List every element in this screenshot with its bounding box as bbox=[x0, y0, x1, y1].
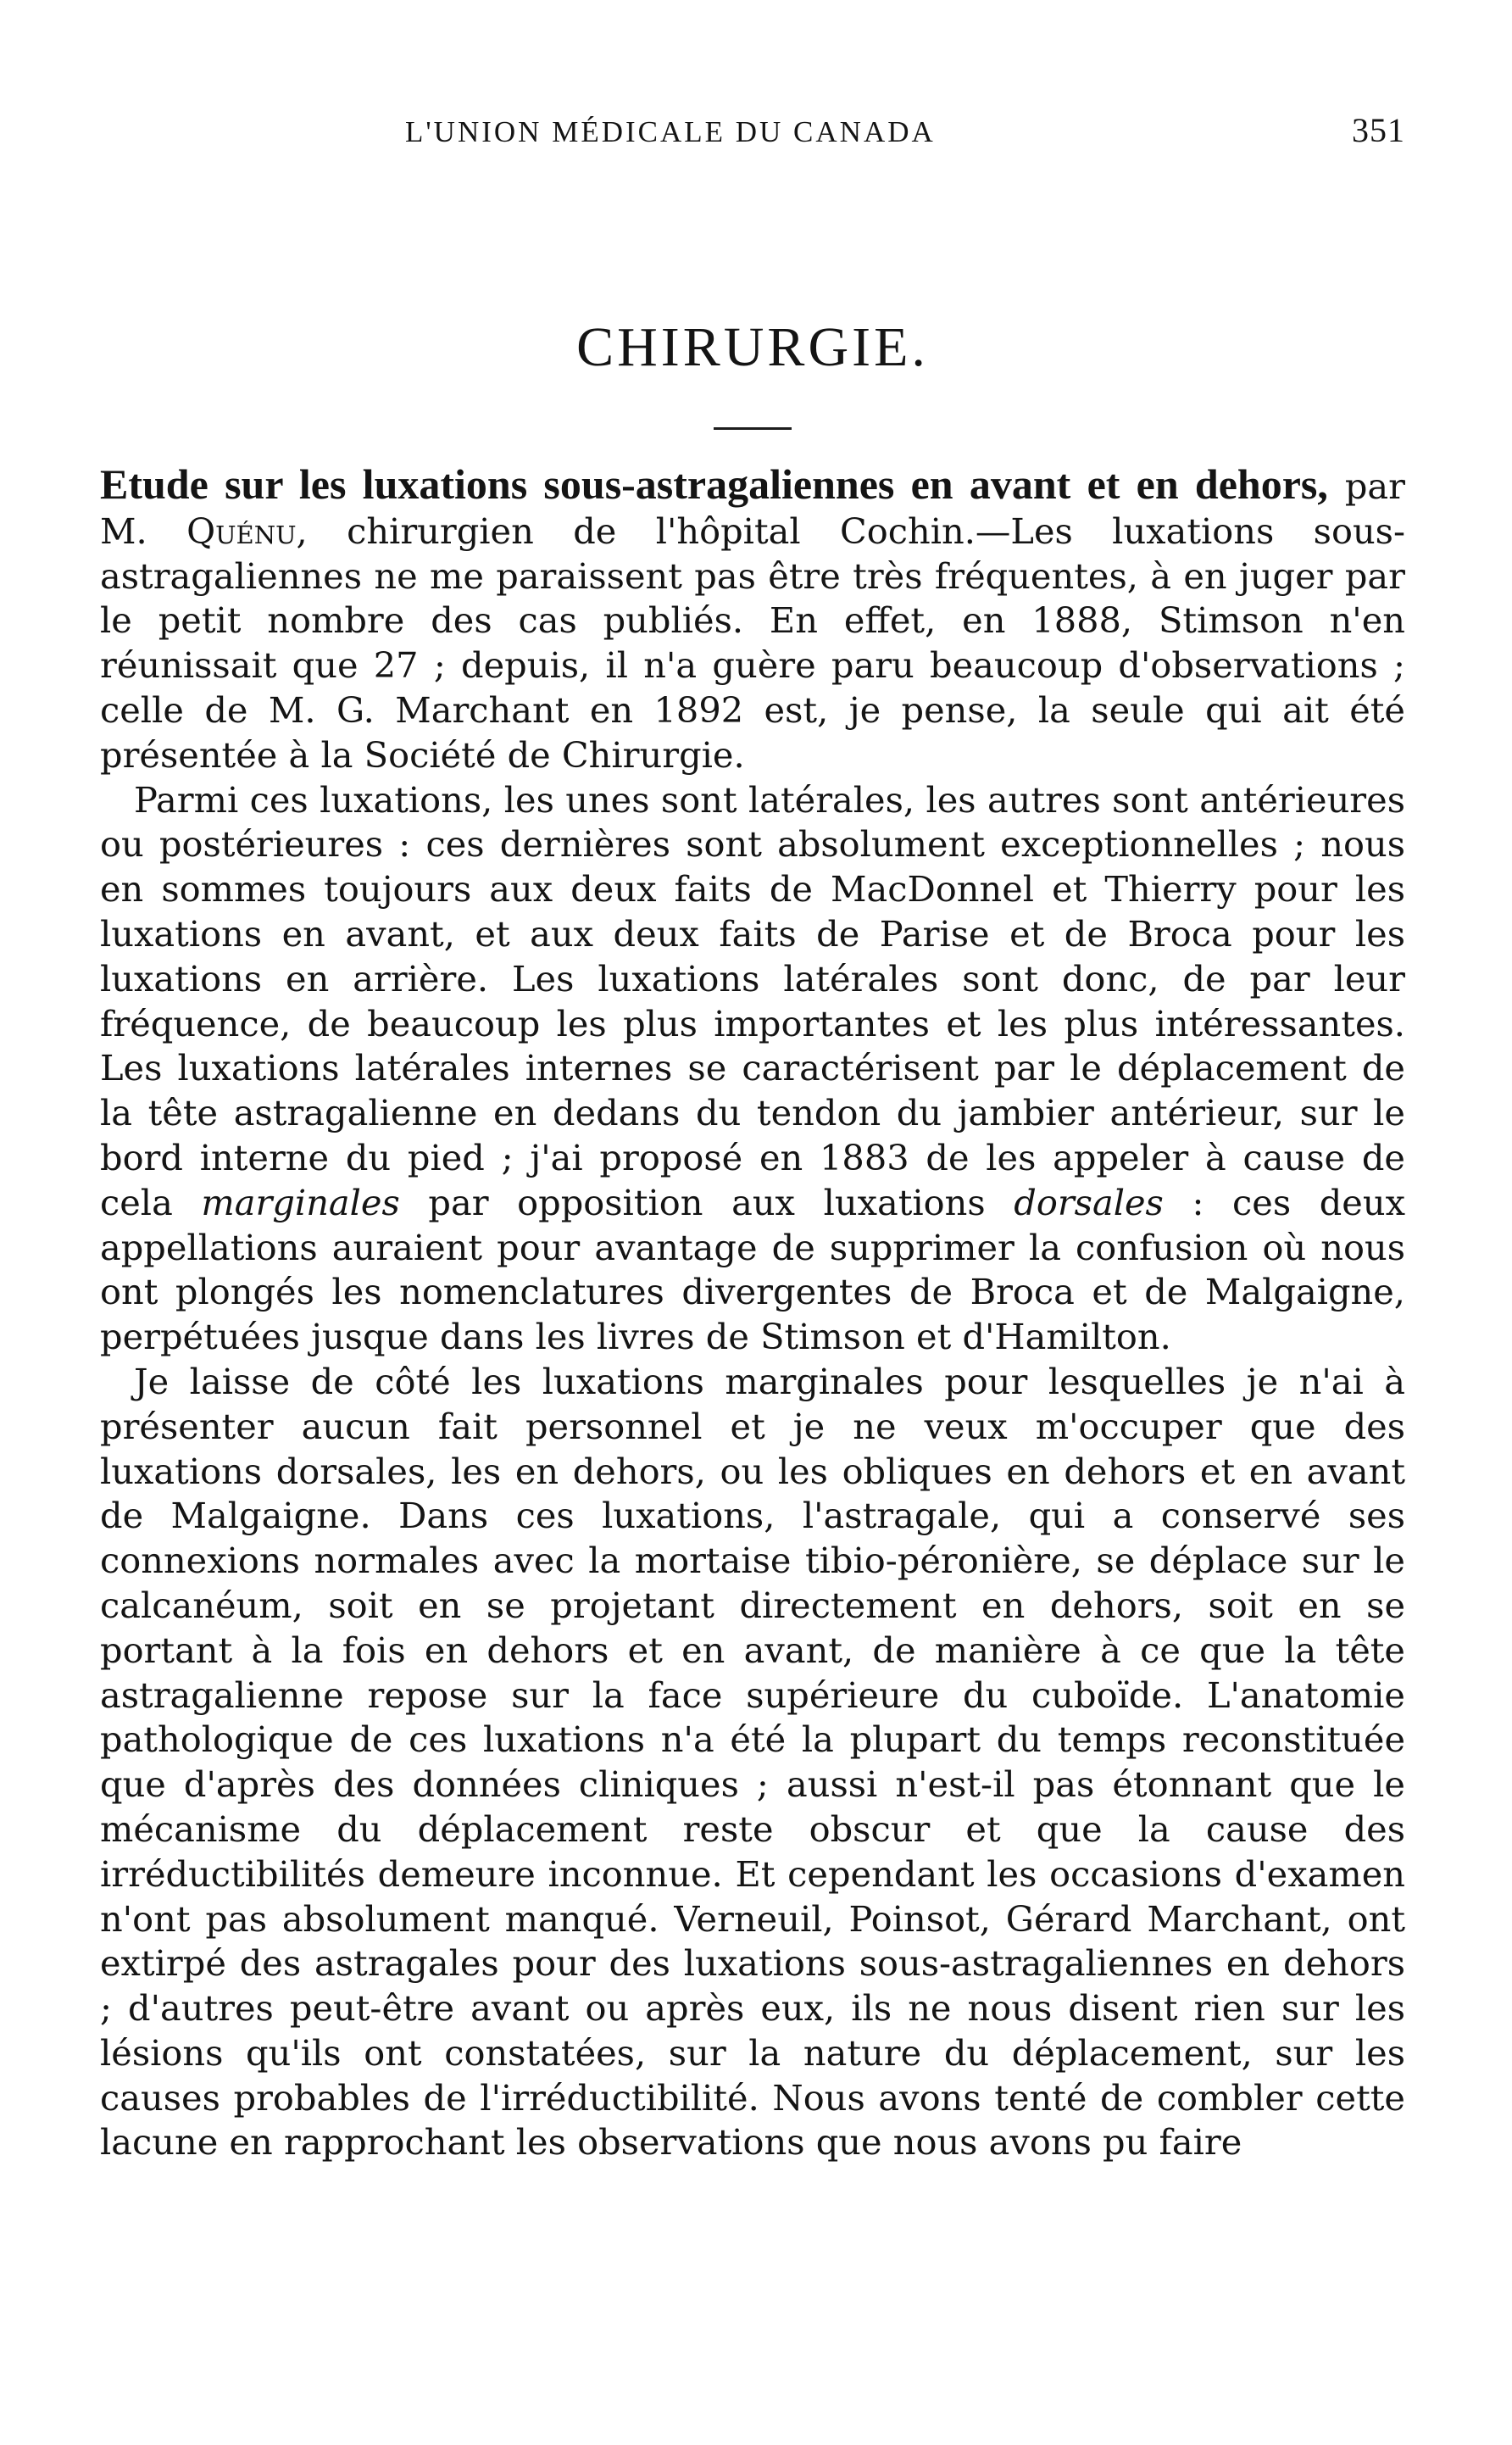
paragraph-2-part-a: Parmi ces luxations, les unes sont latérales, les autres sont antérieures ou postérieures : ces dernières sont absolument exceptionnelles ; nous en sommes toujours aux deux faits de MacDonnel et Thierry pour les luxations en avant, et aux deux faits de Parise et de Broca pour les luxations en arrière. Les luxations latérales sont donc, de par leur fréquence, de beaucoup les plus importantes et les plus intéressantes. Les luxations latérales internes se caractérisent par le déplacement de la tête astragalienne en dedans du tendon du jambier antérieur, sur le bord interne du pied ; j'ai proposé en 1883 de les appeler à cause de cela bbox=[100, 778, 1405, 1223]
paragraph-1 bbox=[100, 462, 1405, 778]
paragraph-2 bbox=[100, 778, 1405, 1360]
section-title: CHIRURGIE. bbox=[576, 316, 929, 378]
paragraph-1-text: , chirurgien de l'hôpital Cochin.—Les luxations sous-astragaliennes ne me paraissent pas être très fréquentes, à en juger par le petit nombre des cas publiés. En effet, en 1888, Stimson n'en réunissait que 27 ; depuis, il n'a guère paru beaucoup d'observations ; celle de M. G. Marchant en 1892 est, je pense, la seule qui ait été présentée à la Société de Chirurgie. bbox=[100, 510, 1405, 776]
paragraph-3: Je laisse de côté les luxations marginales pour lesquelles je n'ai à présenter aucun fait personnel et je ne veux m'occuper que des luxations dorsales, les en dehors, ou les obliques en dehors et en avant de Malgaigne. Dans ces luxations, l'astragale, qui a conservé ses connexions normales avec la mortaise tibio-péronière, se déplace sur le calcanéum, soit en se projetant directement en dehors, soit en se portant à la fois en dehors et en avant, de manière à ce que la tête astragalienne repose sur la face supérieure du cuboïde. L'anatomie pathologique de ces luxations n'a été la plupart du temps reconstituée que d'après des données cliniques ; aussi n'est-il pas étonnant que le mécanisme du déplacement reste obscur et que la cause des irréductibilités demeure inconnue. Et cependant les occasions d'examen n'ont pas absolument manqué. Verneuil, Poinsot, Gérard Marchant, ont extirpé des astragales pour des luxations sous-astragaliennes en dehors ; d'autres peut-être avant ou après eux, ils ne nous disent rien sur les lésions qu'ils ont constatées, sur la nature du déplacement, sur les causes probables de l'irréductibilité. Nous avons tenté de combler cette lacune en rapprochant les observations que nous avons pu faire bbox=[100, 1360, 1405, 2164]
article-body bbox=[100, 462, 1405, 2165]
page-number: 351 bbox=[1352, 111, 1405, 149]
paragraph-2-part-b: par opposition aux luxations bbox=[399, 1181, 1014, 1223]
title-divider bbox=[714, 427, 792, 430]
journal-title: L'UNION MÉDICALE DU CANADA bbox=[405, 115, 936, 148]
paragraph-2-part-c: : ces deux appellations auraient pour avantage de supprimer la confusion où nous ont plongés les nomenclatures divergentes de Broca et de Malgaigne, perpétuées jusque dans les livres de Stimson et d'Hamilton. bbox=[100, 1181, 1405, 1358]
term-marginales: marginales bbox=[201, 1181, 400, 1223]
term-dorsales: dorsales bbox=[1014, 1181, 1164, 1223]
document-page bbox=[100, 102, 1405, 2165]
running-header bbox=[100, 102, 1405, 153]
article-headline: Etude sur les luxations sous-astragaliennes en avant et en dehors, bbox=[100, 460, 1328, 508]
author-name: Quénu bbox=[186, 510, 297, 552]
author-prefix: par M. bbox=[100, 465, 1405, 552]
